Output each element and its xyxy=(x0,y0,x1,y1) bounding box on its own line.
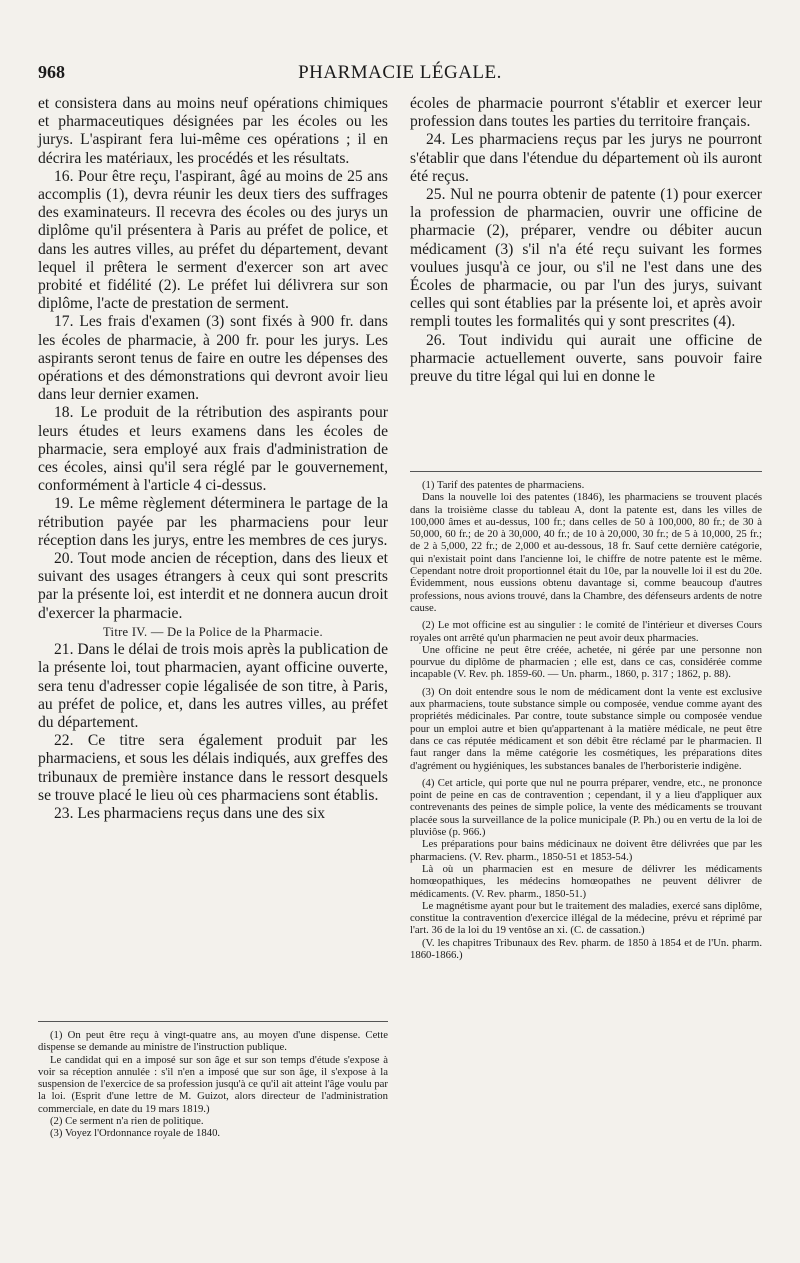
footnote: Le magnétisme ayant pour but le traitement des maladies, exercé sans diplôme, constitue la contravention d'exercice illégal de la médecine, prévu et réprimé par l'art. 36 de la loi du 19 ventôse an xi. (C. de cassation.) xyxy=(410,899,762,937)
footnote: (V. les chapitres Tribunaux des Rev. pharm. de 1850 à 1854 et de l'Un. pharm. 1860-1866.) xyxy=(410,936,762,961)
footnote-separator xyxy=(38,1021,388,1022)
page-number: 968 xyxy=(38,62,65,82)
footnote: (3) Voyez l'Ordonnance royale de 1840. xyxy=(50,1127,221,1140)
footnote: (1) On peut être reçu à vingt-quatre ans, au moyen d'une dispense. Cette dispense se demande au ministre de l'instruction publique. xyxy=(38,1029,388,1054)
footnote-separator xyxy=(410,471,762,472)
paragraph: 22. Ce titre sera également produit par les pharmaciens, et sous les délais indiqués, aux greffes des tribunaux de première instance dans le ressort desquels se trouve placé le lieu où ces pharmaciens sont établis. xyxy=(38,732,388,804)
paragraph: 21. Dans le délai de trois mois après la publication de la présente loi, tout pharmacien, ayant officine ouverte, sera tenu d'adresser copie légalisée de son titre, à Paris, au préfet de police, et, dans les autres villes, au préfet du département. xyxy=(38,641,388,731)
paragraph: 17. Les frais d'examen (3) sont fixés à 900 fr. dans les écoles de pharmacie, à 200 fr. pour les jurys. Les aspirants seront tenus de faire en outre les dépenses des opérations et des démonstrations qui devront avoir lieu dans leur dernier examen. xyxy=(38,313,388,404)
left-footnotes xyxy=(38,1013,388,1140)
paragraph: et consistera dans au moins neuf opérations chimiques et pharmaceutiques désignées par les écoles ou les jurys. L'aspirant fera lui-même ces opérations ; il en décrira les matériaux, les procédés et les résultats. xyxy=(38,95,388,167)
footnote: Le candidat qui en a imposé sur son âge et sur son temps d'étude s'expose à voir sa réception annulée : s'il n'en a imposé que sur son âge, il s'expose à la suspension de l'exercice de sa profession jusqu'à ce qu'il ait atteint l'âge voulu par la loi. (Esprit d'une lettre de M. Guizot, alors directeur de l'administration commerciale, en date du 19 mars 1819.) xyxy=(38,1053,388,1115)
footnote: Une officine ne peut être créée, achetée, ni gérée par une personne non pourvue du diplôme de pharmacien ; elle est, dans ce cas, considérée comme incapable (V. Rev. ph. 1859-60. — Un. pharm., 1860, p. 317 ; 1862, p. 88). xyxy=(410,643,762,681)
running-title: PHARMACIE LÉGALE. xyxy=(298,62,502,83)
footnote: Là où un pharmacien est en mesure de délivrer les médicaments homœopathiques, les médecins homœopathes ne peuvent délivrer de médicaments. (V. Rev. pharm., 1850-51.) xyxy=(410,862,762,900)
paragraph: écoles de pharmacie pourront s'établir et exercer leur profession dans toutes les parties du territoire français. xyxy=(410,95,762,131)
left-column xyxy=(38,95,388,823)
paragraph: 24. Les pharmaciens reçus par les jurys ne pourront s'établir que dans l'étendue du département où ils auront été reçus. xyxy=(410,131,762,185)
paragraph: 26. Tout individu qui aurait une officine de pharmacie actuellement ouverte, sans pouvoir faire preuve du titre légal qui lui en donne le xyxy=(410,331,762,386)
footnote: Dans la nouvelle loi des patentes (1846), les pharmaciens se trouvent placés dans la troisième classe du tableau A, dont la patente est, dans les villes de 100,000 âmes et au-dessus, 100 fr.; dans celles de 50 à 100,000, 80 fr.; de 30 à 50,000, 60 fr.; de 20 à 30,000, 40 fr.; de 10 à 20,000, 30 fr.; de 5 à 10,000, 25 fr.; de 2 à 5,000, 22 fr.; de 2,000 et au-dessous, 18 fr. Sauf cette dernière catégorie, qui n'existait point dans l'ancienne loi, le chiffre de notre patente est le même. Cependant notre droit proportionnel était du 10e, par la nouvelle loi il est du 20e. Évidemment, nous eussions obtenu davantage si, comme beaucoup d'autres professions, nous avions trouvé, dans la Chambre, des défenseurs ardents de notre cause. xyxy=(410,491,762,614)
footnote: (3) On doit entendre sous le nom de médicament dont la vente est exclusive aux pharmaciens, toute substance simple ou composée, vendue comme ayant des propriétés médicinales. Par contre, toute substance simple ou composée vendue pour un emploi autre et bien qu'appartenant à la matière médicale, ne peut être dans ce cas réputée médicament et son débit être réclamé par le pharmacien. Il faut ranger dans la même catégorie les cosmétiques, les préparations dites d'agrément ou hygiéniques, les substances banales de l'herboristerie indigène. xyxy=(410,685,762,772)
page-header xyxy=(0,62,800,92)
footnote: (2) Ce serment n'a rien de politique. xyxy=(50,1115,204,1128)
paragraph: 25. Nul ne pourra obtenir de patente (1) pour exercer la profession de pharmacien, ouvrir une officine de pharmacie (2), préparer, vendre ou débiter aucun médicament (3) s'il n'a été reçu suivant les formes voulues jusqu'à ce jour, ou s'il ne l'est dans une des Écoles de pharmacie, ou par l'un des jurys, suivant celles qui sont établies par la présente loi, et après avoir rempli toutes les formalités qui y sont prescrites (4). xyxy=(410,186,762,331)
footnote: (4) Cet article, qui porte que nul ne pourra préparer, vendre, etc., ne prononce point de peine en cas de contravention ; cependant, il y a lieu d'appliquer aux contrevenants des peines de simple police, la vente des médicaments se trouvant placée sous la surveillance de la police municipale (P. Ph.) ou en vertu de la loi de pluviôse (p. 966.) xyxy=(410,776,762,839)
footnote: (2) Le mot officine est au singulier : le comité de l'intérieur et diverses Cours royales ont arrêté qu'un pharmacien ne peut avoir deux pharmacies. xyxy=(410,619,762,644)
paragraph: 19. Le même règlement déterminera le partage de la rétribution payée par les pharmaciens pour leur réception dans les jurys, entre les membres de ces jurys. xyxy=(38,495,388,549)
section-title: Titre IV. — De la Police de la Pharmacie. xyxy=(103,624,323,639)
footnote: (1) Tarif des patentes de pharmaciens. xyxy=(422,479,585,491)
right-footnotes xyxy=(410,463,762,961)
paragraph: 20. Tout mode ancien de réception, dans des lieux et suivant des usages étrangers à ceux qui sont prescrits par la présente loi, est interdit et ne donnera aucun droit d'exercer la pharmacie. xyxy=(38,550,388,622)
right-column xyxy=(410,95,762,386)
footnote: Les préparations pour bains médicinaux ne doivent être délivrées que par les pharmaciens. (V. Rev. pharm., 1850-51 et 1853-54.) xyxy=(410,838,762,863)
paragraph: 18. Le produit de la rétribution des aspirants pour leurs études et leurs examens dans les écoles de pharmacie, sera employé aux frais d'administration de ces écoles, ainsi qu'il sera réglé par le gouvernement, conformément à l'article 4 ci-dessus. xyxy=(38,404,388,495)
paragraph: 16. Pour être reçu, l'aspirant, âgé au moins de 25 ans accomplis (1), devra réunir les deux tiers des suffrages des examinateurs. Il recevra des écoles ou des jurys un diplôme qu'il présentera à Paris au préfet de police, et dans les autres villes, au préfet du département, devant lequel il prêtera le serment d'exercer son art avec probité et fidélité (2). Le préfet lui délivrera sur son diplôme, l'acte de prestation de serment. xyxy=(38,167,388,313)
paragraph: 23. Les pharmaciens reçus dans une des six xyxy=(54,804,326,822)
